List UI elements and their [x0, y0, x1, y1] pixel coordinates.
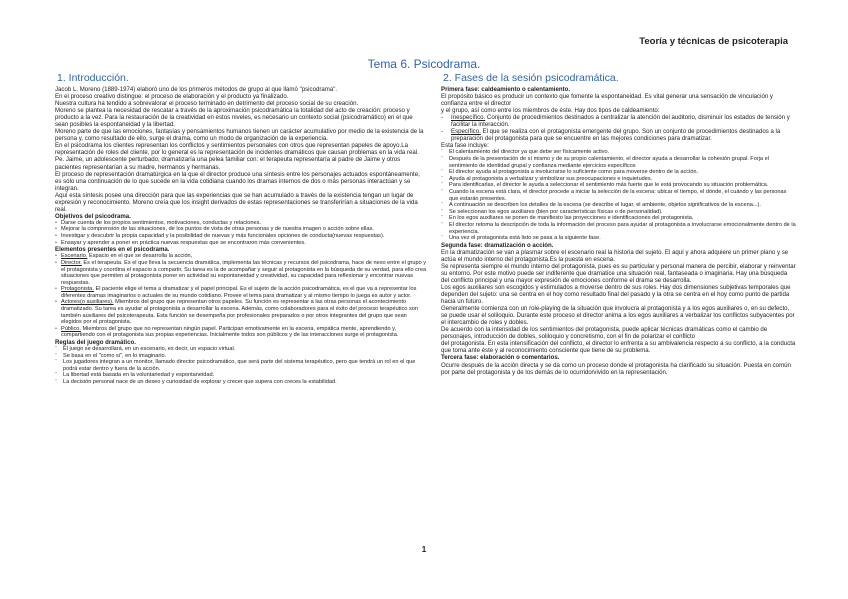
quote-bullet-icon: “ [441, 182, 443, 189]
quote-bullet-icon: “ [441, 202, 443, 209]
subheading-elementos: Elementos presentes en el psicodrama. [55, 246, 170, 254]
elementos-list [55, 253, 427, 339]
list-item: • Público. Miembros del grupo que no representan ningún papel. Participan emotivamente en la escena, empática mente, aprendiendo y, compartiendo con el protagonista sus propias experiencias. Inicialmente todos son públicos y de las interacciones surge el protagonista. [55, 325, 399, 339]
list-item: “ Ayuda al protagonista a verbalizar y simbolizar sus preocupaciones e inquietudes. [441, 175, 653, 182]
bullet-icon: • [55, 325, 57, 332]
list-item: “ El juego se desarrollará, en un escenario, es decir, un espacio virtual. [55, 346, 236, 353]
term: Público. [61, 325, 81, 332]
quote-bullet-icon: “ [55, 352, 57, 359]
quote-bullet-icon: “ [441, 221, 443, 228]
paragraph: De acuerdo con la intensidad de los sentimientos del protagonista, puede aplicar técnicas dramáticas como el cambio de personajes, introducción de dobles, soliloquio y concretismo, con el fin de polarizar el conflicto [441, 326, 768, 341]
paragraph: En la dramatización se van a plasmar sobre el escenario real la historia del sujeto. El aquí y ahora adquiere un primer plano y se actúa el mundo interno del protagonista.Es la puesta en escena. [441, 248, 789, 263]
bullet-icon: • [55, 239, 57, 246]
list-item: “ Se basa en el "como si", en lo imaginario. [55, 352, 167, 359]
list-item: • Darse cuenta de los propios sentimientos, motivaciones, conductas y relaciones. [55, 219, 261, 226]
list-item: “ A continuación se describen los detalles de la escena (se describe el lugar, el ambiente, objetos significativos de la escena...). [441, 202, 761, 209]
bullet-icon: • [55, 299, 57, 306]
paragraph: Jacob L. Moreno (1889-1974) elaboró uno de los primeros métodos de grupo al que llamó "psicodrama". [55, 86, 338, 93]
subheading-segunda-fase: Segunda fase: dramatización o acción. [441, 241, 554, 249]
paragraph: Aquí esta síntesis posee una dirección para que las experiencias que se han acumulado a través de la existencia tengan un lugar de expresión y reconocimiento. Moreno creía que los insight derivados de estas representaciones se transferirían a situaciones de la vida real. [55, 191, 418, 213]
paragraph: Moreno parte de que las emociones, fantasías y pensamientos humanos tienen un carácter acumulativo por medio de la existencia de la persona y, como resultado de ello, surge el drama, como un modo de organización de la experiencia. [55, 128, 424, 143]
bullet-icon: • [55, 259, 57, 266]
right-column [441, 72, 797, 376]
quote-bullet-icon: “ [441, 175, 443, 182]
list-item: • Protagonista. El paciente elige el tema a dramatizar y el papel principal. Es el sujeto de la acción psicodramática, es el que va a representar los diferentes dramas imaginarios o actuales de su mundo cotidiano. Provee el tema para dramatizar y al mismo tiempo lo juega es autor y actor. [55, 286, 417, 299]
subheading-reglas: Reglas del juego dramático. [55, 339, 136, 347]
term: Escenario. [61, 253, 88, 260]
paragraph: Esta fase incluye: [441, 142, 489, 150]
list-item: “ Cuando la escena está clara, el director procede a iniciar la selección de la escena: ubicar el tiempo, el dónde, el cuándo y las personas que estarán presentes. [441, 188, 787, 202]
bullet-icon: • [55, 253, 57, 260]
list-item: • Ensayar y aprender a poner en práctica nuevas respuestas que se encontraron más convenientes. [55, 239, 306, 246]
quote-bullet-icon: “ [441, 188, 443, 195]
page-number: 1 [421, 545, 427, 554]
list-item: “ Los jugadores integran a un monitor, llamado director psicodramático, que será parte del sistema terapéutico, pero que tendrá un rol en el que podrá estar dentro y fuera de la acción. [55, 359, 416, 372]
paragraph: Moreno se plantea la necesidad de rescatar a través de la aproximación psicodramática la totalidad del acto de creación: proceso y producto a la vez. Para la restauración de la creatividad en estos niveles, es necesario un contexto social (psicodramático) en el que sean posibles la espontaneidad y la libertad. [55, 107, 413, 129]
paragraph: En el psicodrama los clientes representan los conflictos y sentimientos personales con otros que representan papeles de apoyo.La representación de roles del cliente, por lo general es la representación de incidentes dramáticos que causan problemas en la vida real. [55, 142, 419, 157]
list-item: - Específico. El que se realiza con el protagonista emergente del grupo. Son un conjunto de procedimientos destinados a la preparación del protagonista para que se encuentre en las mejores condiciones para dramatizar. [441, 128, 781, 143]
subheading-objetivos: Objetivos del psicodrama. [55, 212, 131, 220]
paragraph: y el grupo, así como entre los miembros de éste. Hay dos tipos de caldeamiento: [441, 107, 660, 115]
left-column [55, 72, 427, 386]
list-item: “ El director ayuda al protagonista a involucrarse lo suficiente como para moverse dentro de la acción. [441, 169, 699, 176]
section-heading-introduccion: 1. Introducción. [57, 72, 129, 84]
document-title: Tema 6. Psicodrama. [367, 57, 481, 71]
term: Actores(o auxiliares). [61, 299, 114, 306]
paragraph: Los egos auxiliares son escogidos y estimulados a moverse dentro de sus roles. Hay dos dimensiones subjetivas temporales que dependen del sujeto: una se centra en el hoy como resultado final del pasado y la otra se centra en el hoy como punto de partida hacia un futuro. [441, 284, 791, 306]
paragraph: Se representa siempre el mundo interno del protagonista, pues es su particular y personal manera de percibir, elaborar y reinventar su entorno. Por este motivo puede ser indiferente que dramatice una situación real, fantaseada o imaginaria. Hay una búsqueda del conflicto principal y una mayor expresión de emociones conforme el drama se desarrolla. [441, 262, 796, 284]
subheading-primera-fase: Primera fase: caldeamiento o calentamiento. [441, 86, 571, 93]
section-heading-fases: 2. Fases de la sesión psicodramática. [443, 72, 619, 84]
subheading-tercera-fase: Tercera fase: elaboración o comentarios. [441, 354, 560, 362]
list-item: “ La decisión personal nace de un deseo y curiosidad de explorar y crecer que supera con creces la estabilidad. [55, 379, 337, 386]
paragraph: Pe. Jaime, un adolescente perturbado, dramatizaría una pelea familiar con: el terapeuta representaría al padre de Jaime y otros pacientes representarían a su madre, hermanos y hermanas. [55, 156, 401, 171]
reglas-list [55, 346, 427, 386]
objetivos-list [55, 220, 427, 246]
list-item: “ En los egos auxiliares se ponen de manifiesto las proyecciones e identificaciones del protagonista. [441, 215, 694, 222]
list-item: “ Una vez el protagonista está listo se pasa a la siguiente fase. [441, 235, 601, 242]
paragraph: Generalmente comienza con un role-playing de la situación que involucra al protagonista y a los egos auxiliares o, en su defecto, se puede usar el soliloquio. Durante este proceso el director anima a los egos auxiliares a verbalizar los conflictos subyacentes por el intercambio de roles y dobles. [441, 305, 795, 327]
running-header: Teoría y técnicas de psicoterapia [639, 36, 788, 47]
list-item: • Investigar y descubrir la propia capacidad y la posibilidad de nuevas y más funcionales opciones de conducta(nuevas respuestas). [55, 233, 385, 240]
paragraph: del protagonista. En esta intensificación del conflicto, el director lo enfrenta a su ambivalencia respecto a su conflicto, a la conducta que toma ante éste y al reconocimiento consciente que tiene de su problema. [441, 340, 796, 355]
list-item: “ Después de la presentación de sí mismo y de su propio calentamiento, el director ayuda a desarrollar la cohesión grupal. Forja el sentimiento de identidad grupal y confianza mediante ejercicios específicos [441, 156, 769, 169]
bullet-icon: • [55, 286, 57, 293]
dash-bullet-icon: - [441, 128, 444, 136]
paragraph: En el proceso creativo distingue: el proceso de elaboración y el producto ya finalizado. [55, 93, 289, 101]
quote-bullet-icon: “ [441, 149, 443, 156]
bullet-icon: • [55, 233, 57, 240]
list-item: • Mejorar la comprensión de las situaciones, de los puntos de vista de otras personas y de nuestra imagen o acción sobre ellas. [55, 226, 374, 233]
quote-bullet-icon: “ [441, 208, 443, 215]
paragraph: Nuestra cultura ha tendido a sobrevalorar el proceso terminado en detrimento del proceso social de su creación. [55, 100, 359, 108]
quote-bullet-icon: “ [55, 372, 57, 379]
term: Específico. [451, 128, 481, 136]
list-item: - Inespecífico. Conjunto de procedimientos destinados a centralizar la atención del auditorio, disminuir los estados de tensión y facilitar la interacción. [441, 114, 790, 129]
quote-bullet-icon: “ [55, 379, 57, 386]
paragraph: Ocurre después de la acción directa y se da como un proceso donde el protagonista ha clarificado su situación. Puesta en común por parte del protagonista y de los demás de lo ocurrido/vivido en la representación. [441, 361, 791, 376]
term: Protagonista. [61, 286, 94, 293]
list-item: “ Para identificarlas, el director le ayuda a seleccionar el sentimiento más fuerte que le está provocando su situación problemática. [441, 182, 769, 189]
list-item: • Escenario. Espacio en el que se desarrolla la acción, [55, 253, 193, 260]
list-item: • Director. Es el terapeuta. Es el que lleva la secuencia dramática, implementa las técnicas y recursos del psicodrama, hace de nexo entre el grupo y el protagonista y coordina el espacio a compartir. Su tarea es la de acompañar y seguir al protagonista en la búsqueda de su verdad, para ello crea situaciones que permiten al protagonista poner en actividad su espontaneidad y creatividad, su capacidad para reflexionar y encontrar nuevas respuestas. [55, 259, 427, 286]
quote-bullet-icon: “ [55, 359, 57, 366]
list-item: “ El director retoma la descripción de toda la información del proceso para ayudar al protagonista a involucrarse emocionalmente dentro de la experiencia. [441, 221, 796, 235]
list-item: “ El calentamiento del director ya que debe ser físicamente activo. [441, 149, 610, 156]
list-item: “ Se seleccionan los egos auxiliares (bien por características físicas o de personalidad). [441, 208, 663, 215]
list-item: “ La libertad está basada en la voluntariedad y espontaneidad. [55, 372, 215, 379]
quote-bullet-icon: “ [441, 235, 443, 242]
dash-bullet-icon: - [441, 114, 444, 122]
term: Inespecífico. [451, 114, 486, 122]
quote-bullet-icon: “ [441, 215, 443, 222]
incluye-list [441, 149, 797, 241]
paragraph: El proceso de representación dramatúrgica en la que el director produce una síntesis entre los personajes actuados espontáneamente, es sólo una continuación de lo que sucede en la vida cotidiana cuando los dramas internos de dos o más personas interactúan y se integran. [55, 170, 420, 192]
bullet-icon: • [55, 226, 57, 233]
quote-bullet-icon: “ [441, 169, 443, 176]
quote-bullet-icon: “ [441, 156, 443, 163]
quote-bullet-icon: “ [55, 346, 57, 353]
term: Director. [61, 259, 82, 266]
bullet-icon: • [55, 219, 57, 226]
list-item: • Actores(o auxiliares). Miembros del grupo que representan otros papeles. Su función es representar a las otras personas el acontecimiento dramatizado. Su tarea es ayudar al protagonista a desarrollar la escena. Además, como colaboradores para el éxito del proceso terapéutico son también auxiliares del psicoterapeuta. Esta función se desempeña por profesionales preparados o por otros integrantes del grupo que sean elegidos por el protagonista. [55, 299, 418, 326]
paragraph: El propósito básico es producir un contexto que fomente la espontaneidad. Es vital generar una sensación de vinculación y confianza entre el director [441, 93, 773, 108]
